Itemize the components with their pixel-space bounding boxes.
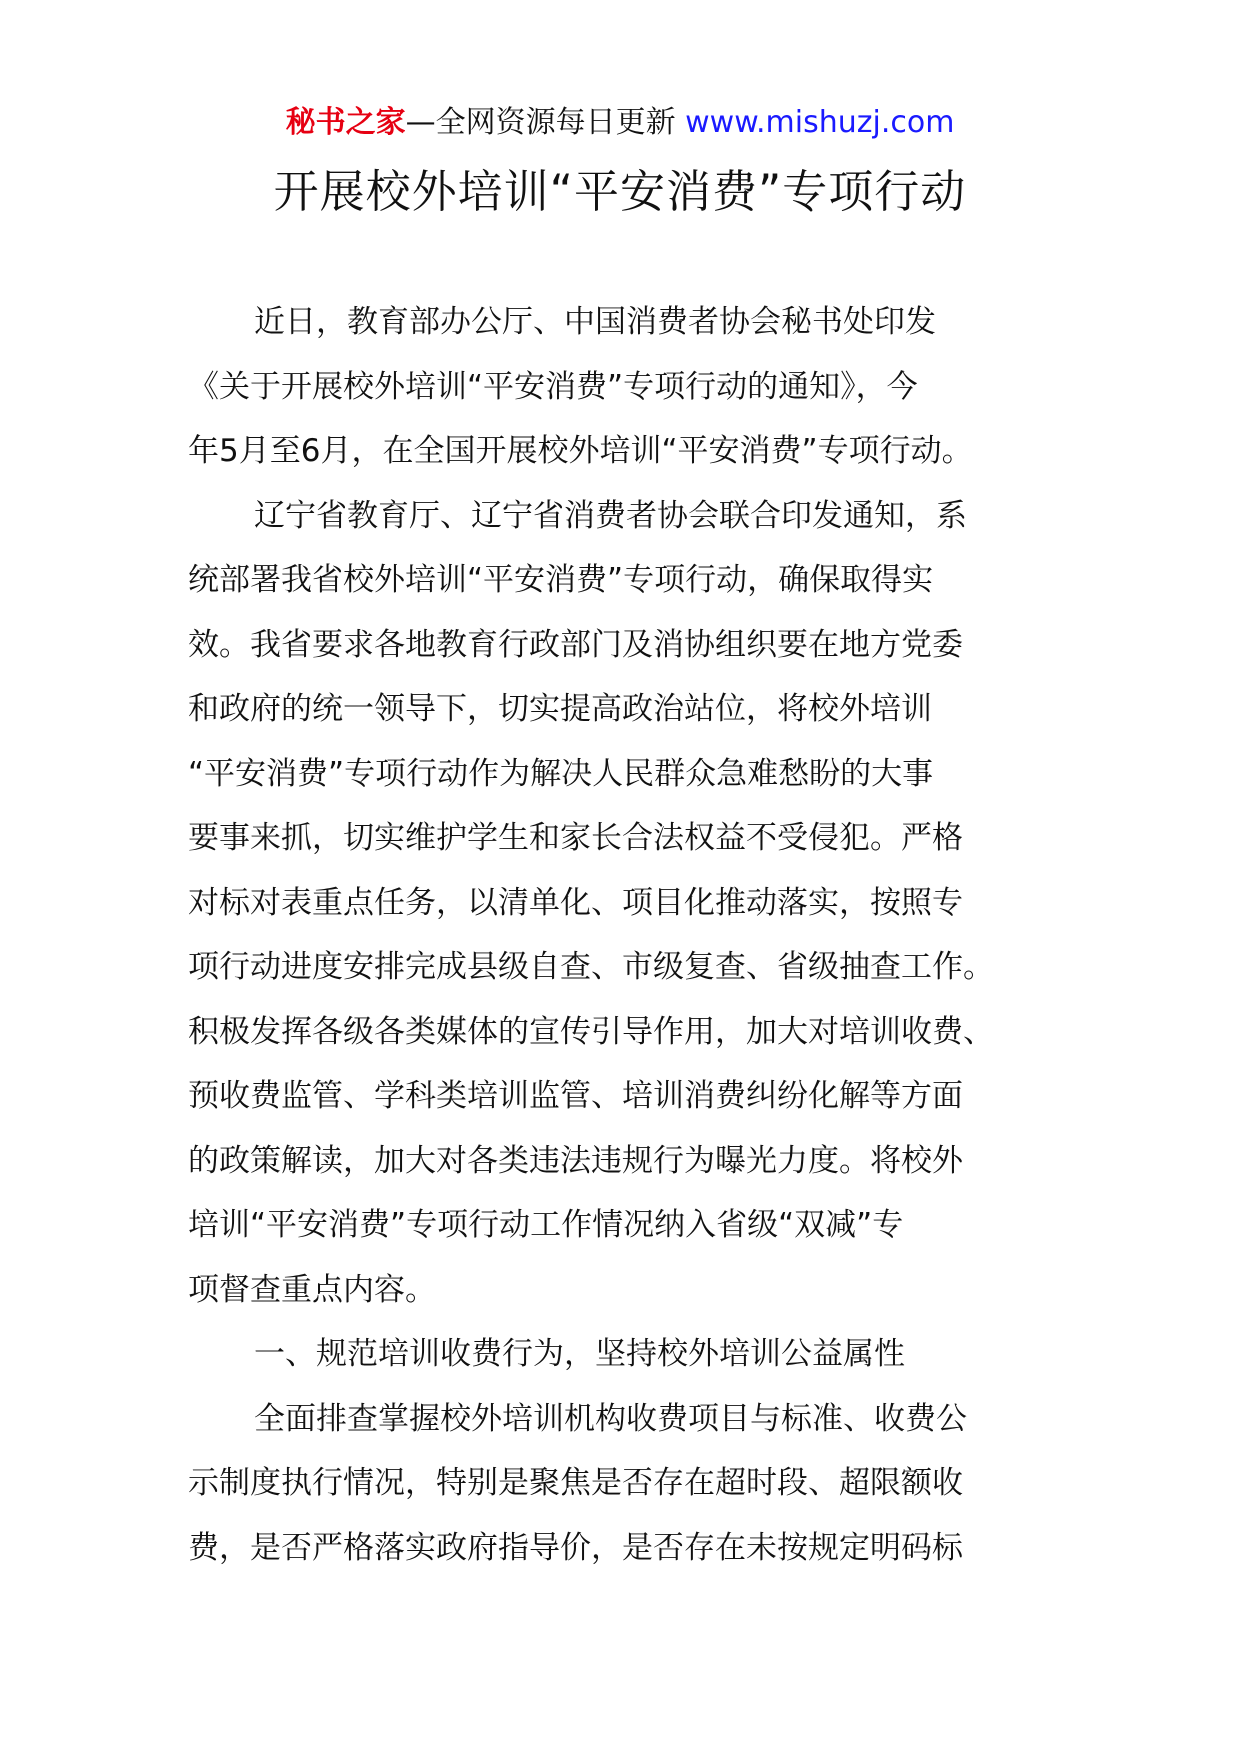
document-title: 开展校外培训“平安消费”专项行动 <box>273 165 967 218</box>
body-line: 年5月至6月，在全国开展校外培训“平安消费”专项行动。 <box>188 433 973 469</box>
body-line: 要事来抓，切实维护学生和家长合法权益不受侵犯。严格 <box>188 820 963 856</box>
body-line: 统部署我省校外培训“平安消费”专项行动，确保取得实 <box>188 562 934 598</box>
header-tagline: —全网资源每日更新 <box>405 105 676 140</box>
body-line: 积极发挥各级各类媒体的宣传引导作用，加大对培训收费、 <box>188 1013 994 1050</box>
body-line: 近日，教育部办公厅、中国消费者协会秘书处印发 <box>254 304 936 340</box>
body-line: “平安消费”专项行动作为解决人民群众急难愁盼的大事 <box>188 755 934 792</box>
body-line: 全面排查掌握校外培训机构收费项目与标准、收费公 <box>254 1400 967 1437</box>
body-line: 项行动进度安排完成县级自查、市级复查、省级抽查工作。 <box>188 949 994 985</box>
body-line: 《关于开展校外培训“平安消费”专项行动的通知》，今 <box>188 368 918 405</box>
site-url-link[interactable]: www.mishuzj.com <box>685 105 955 140</box>
body-line: 示制度执行情况，特别是聚焦是否存在超时段、超限额收 <box>188 1465 963 1501</box>
body-line: 对标对表重点任务，以清单化、项目化推动落实，按照专 <box>188 884 963 921</box>
body-line: 和政府的统一领导下，切实提高政治站位，将校外培训 <box>188 691 932 727</box>
body-line: 效。我省要求各地教育行政部门及消协组织要在地方党委 <box>188 626 963 663</box>
document-body <box>188 290 1068 1580</box>
body-line: 费，是否严格落实政府指导价，是否存在未按规定明码标 <box>188 1529 963 1566</box>
body-line: 的政策解读，加大对各类违法违规行为曝光力度。将校外 <box>188 1142 963 1179</box>
site-header <box>0 100 1240 146</box>
body-line: 项督查重点内容。 <box>188 1271 436 1308</box>
section-heading: 一、规范培训收费行为，坚持校外培训公益属性 <box>254 1336 905 1372</box>
brand-name: 秘书之家 <box>285 105 406 140</box>
body-line: 辽宁省教育厅、辽宁省消费者协会联合印发通知，系 <box>254 497 967 534</box>
body-line: 预收费监管、学科类培训监管、培训消费纠纷化解等方面 <box>188 1078 963 1114</box>
body-line: 培训“平安消费”专项行动工作情况纳入省级“双减”专 <box>188 1207 904 1243</box>
